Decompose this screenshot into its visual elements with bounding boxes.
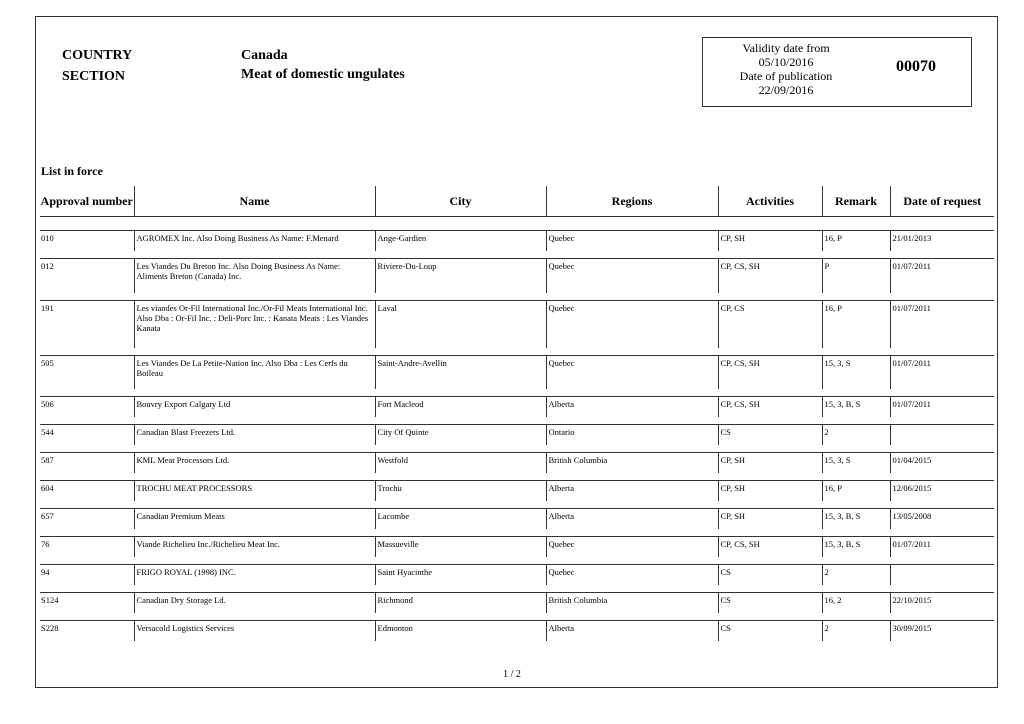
name-cell: TROCHU MEAT PROCESSORS (134, 481, 375, 502)
validity-text (711, 41, 861, 97)
approval-table (40, 186, 994, 641)
remark-cell: 2 (822, 621, 890, 642)
table-row (40, 565, 994, 586)
city-cell: Richmond (375, 593, 546, 614)
city-cell: Laval (375, 301, 546, 349)
region-cell: Alberta (546, 481, 718, 502)
activities-cell: CP, SH (718, 481, 822, 502)
row-spacer-cell (40, 217, 994, 231)
region-cell: British Columbia (546, 593, 718, 614)
remark-cell: 15, 3, S (822, 453, 890, 474)
date-cell (890, 425, 994, 446)
list-title: List in force (41, 164, 103, 178)
city-cell: Trochu (375, 481, 546, 502)
remark-cell: 2 (822, 565, 890, 586)
row-spacer (40, 417, 994, 425)
approval-number-cell: S228 (40, 621, 134, 642)
date-cell: 22/10/2015 (890, 593, 994, 614)
section-value: Meat of domestic ungulates (241, 67, 405, 82)
name-cell: Bouvry Export Calgary Ltd (134, 397, 375, 418)
remark-cell: 15, 3, S (822, 356, 890, 390)
row-spacer-cell (40, 417, 994, 425)
name-cell: Les viandes Or-Fil International Inc./Or-Fil Meats International Inc. Also Dba : Or-Fil Inc. : Deli-Porc Inc. : Kanata Meats : Les Viandes Kanata (134, 301, 375, 349)
row-spacer (40, 501, 994, 509)
date-cell: 13/05/2008 (890, 509, 994, 530)
name-cell: Canadian Blast Freezers Ltd. (134, 425, 375, 446)
region-cell: Quebec (546, 231, 718, 252)
col-approval-number: Approval number (40, 186, 134, 217)
activities-cell: CS (718, 621, 822, 642)
table-row (40, 621, 994, 642)
region-cell: Quebec (546, 301, 718, 349)
table-row (40, 593, 994, 614)
row-spacer-cell (40, 473, 994, 481)
country-value: Canada (241, 48, 288, 63)
col-regions: Regions (546, 186, 718, 217)
date-cell: 01/04/2015 (890, 453, 994, 474)
remark-cell: 15, 3, B, S (822, 509, 890, 530)
region-cell: Alberta (546, 509, 718, 530)
row-spacer-cell (40, 585, 994, 593)
remark-cell: 16, P (822, 481, 890, 502)
table-body (40, 217, 994, 642)
date-cell: 12/06/2015 (890, 481, 994, 502)
row-spacer-cell (40, 251, 994, 259)
remark-cell: 15, 3, B, S (822, 397, 890, 418)
city-cell: Saint-Andre-Avellin (375, 356, 546, 390)
row-spacer (40, 585, 994, 593)
region-cell: Ontario (546, 425, 718, 446)
date-cell: 01/07/2011 (890, 301, 994, 349)
name-cell: Viande Richelieu Inc./Richelieu Meat Inc. (134, 537, 375, 558)
page-indicator: 1 / 2 (503, 669, 521, 680)
activities-cell: CP, SH (718, 453, 822, 474)
table-row (40, 509, 994, 530)
approval-number-cell: 012 (40, 259, 134, 294)
row-spacer (40, 529, 994, 537)
remark-cell: 16, P (822, 301, 890, 349)
publication-date: 22/09/2016 (758, 83, 814, 97)
table-row (40, 453, 994, 474)
city-cell: Saint Hyacinthe (375, 565, 546, 586)
city-cell: City Of Quinte (375, 425, 546, 446)
city-cell: Lacombe (375, 509, 546, 530)
approval-number-cell: 191 (40, 301, 134, 349)
table-row (40, 259, 994, 294)
name-cell: Canadian Premium Meats (134, 509, 375, 530)
date-cell: 01/07/2011 (890, 537, 994, 558)
activities-cell: CP, CS, SH (718, 537, 822, 558)
approval-number-cell: 544 (40, 425, 134, 446)
row-spacer (40, 293, 994, 301)
region-cell: British Columbia (546, 453, 718, 474)
date-cell: 21/01/2013 (890, 231, 994, 252)
row-spacer-cell (40, 348, 994, 356)
row-spacer (40, 389, 994, 397)
col-remark: Remark (822, 186, 890, 217)
country-label: COUNTRY (62, 48, 133, 63)
row-spacer-cell (40, 529, 994, 537)
row-spacer-cell (40, 293, 994, 301)
name-cell: AGROMEX Inc. Also Doing Business As Name: F.Menard (134, 231, 375, 252)
remark-cell: 15, 3, B, S (822, 537, 890, 558)
name-cell: Canadian Dry Storage Ld. (134, 593, 375, 614)
col-name: Name (134, 186, 375, 217)
date-cell (890, 565, 994, 586)
name-cell: Les Viandes De La Petite-Nation Inc. Also Dba : Les Cerfs du Boileau (134, 356, 375, 390)
city-cell: Fort Macleod (375, 397, 546, 418)
validity-from-date: 05/10/2016 (758, 55, 814, 69)
publication-label: Date of publication (739, 69, 833, 83)
table-row (40, 425, 994, 446)
remark-cell: P (822, 259, 890, 294)
approval-number-cell: 604 (40, 481, 134, 502)
city-cell: Massueville (375, 537, 546, 558)
remark-cell: 16, P (822, 231, 890, 252)
activities-cell: CS (718, 565, 822, 586)
city-cell: Ange-Gardien (375, 231, 546, 252)
table-row (40, 356, 994, 390)
activities-cell: CP, SH (718, 509, 822, 530)
col-activities: Activities (718, 186, 822, 217)
region-cell: Alberta (546, 397, 718, 418)
name-cell: KML Meat Processors Ltd. (134, 453, 375, 474)
date-cell: 30/09/2015 (890, 621, 994, 642)
table-row (40, 481, 994, 502)
row-spacer (40, 251, 994, 259)
table-row (40, 397, 994, 418)
name-cell: Versacold Logistics Services (134, 621, 375, 642)
table-header-row (40, 186, 994, 217)
activities-cell: CP, CS, SH (718, 259, 822, 294)
row-spacer (40, 473, 994, 481)
remark-cell: 2 (822, 425, 890, 446)
approval-number-cell: 94 (40, 565, 134, 586)
section-label: SECTION (62, 69, 126, 84)
table-row (40, 537, 994, 558)
row-spacer (40, 613, 994, 621)
approval-number-cell: 506 (40, 397, 134, 418)
row-spacer (40, 445, 994, 453)
approval-number-cell: 76 (40, 537, 134, 558)
approval-number-cell: S124 (40, 593, 134, 614)
approval-number-cell: 587 (40, 453, 134, 474)
region-cell: Quebec (546, 259, 718, 294)
row-spacer-cell (40, 389, 994, 397)
city-cell: Riviere-Du-Loup (375, 259, 546, 294)
activities-cell: CP, CS, SH (718, 397, 822, 418)
activities-cell: CP, CS (718, 301, 822, 349)
row-spacer (40, 348, 994, 356)
date-cell: 01/07/2011 (890, 397, 994, 418)
validity-from-label: Validity date from (742, 41, 830, 55)
approval-number-cell: 505 (40, 356, 134, 390)
name-cell: Les Viandes Du Breton Inc. Also Doing Business As Name: Aliments Breton (Canada) Inc. (134, 259, 375, 294)
row-spacer-cell (40, 501, 994, 509)
date-cell: 01/07/2011 (890, 356, 994, 390)
table-row (40, 231, 994, 252)
activities-cell: CS (718, 593, 822, 614)
table-row (40, 301, 994, 349)
row-spacer (40, 557, 994, 565)
region-cell: Alberta (546, 621, 718, 642)
row-spacer-cell (40, 445, 994, 453)
region-cell: Quebec (546, 565, 718, 586)
row-spacer-cell (40, 613, 994, 621)
approval-number-cell: 657 (40, 509, 134, 530)
activities-cell: CP, CS, SH (718, 356, 822, 390)
city-cell: Westfold (375, 453, 546, 474)
approval-number-cell: 010 (40, 231, 134, 252)
date-cell: 01/07/2011 (890, 259, 994, 294)
remark-cell: 16, 2 (822, 593, 890, 614)
col-date-of-request: Date of request (890, 186, 994, 217)
row-spacer (40, 217, 994, 231)
activities-cell: CP, SH (718, 231, 822, 252)
activities-cell: CS (718, 425, 822, 446)
validity-box (702, 37, 972, 107)
name-cell: FRIGO ROYAL (1998) INC. (134, 565, 375, 586)
region-cell: Quebec (546, 356, 718, 390)
region-cell: Quebec (546, 537, 718, 558)
col-city: City (375, 186, 546, 217)
city-cell: Edmonton (375, 621, 546, 642)
row-spacer-cell (40, 557, 994, 565)
document-number: 00070 (896, 58, 936, 75)
